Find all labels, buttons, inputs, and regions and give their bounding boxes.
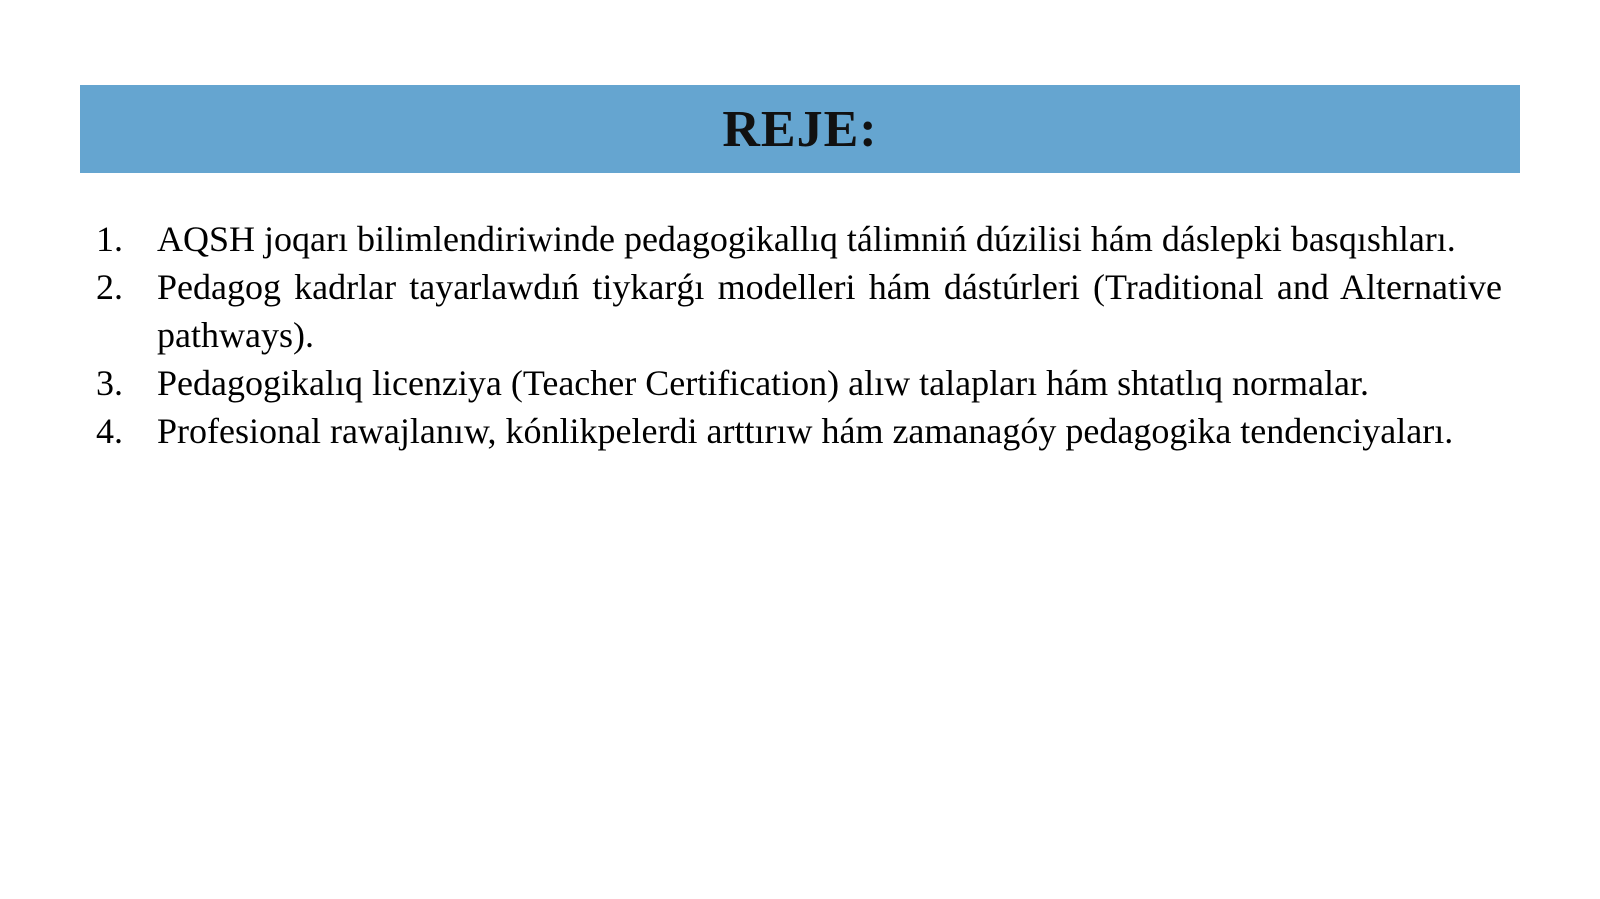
list-item (96, 215, 1502, 263)
plan-list (96, 215, 1502, 455)
list-item-text: Profesional rawajlanıw, kónlikpelerdi arttırıw hám zamanagóy pedagogika tendenciyaları. (157, 411, 1454, 451)
title-bar (80, 85, 1520, 173)
list-item-number: 3. (96, 363, 123, 403)
slide-title: REJE: (722, 100, 878, 158)
list-item-text: AQSH joqarı bilimlendiriwinde pedagogikallıq tálimniń dúzilisi hám dáslepki basqıshları. (157, 219, 1456, 259)
list-item-text: Pedagog kadrlar tayarlawdıń tiykarǵı modelleri hám dástúrleri (Traditional and Alternative pathways). (157, 267, 1502, 355)
list-item-number: 1. (96, 219, 123, 259)
list-item-text: Pedagogikalıq licenziya (Teacher Certification) alıw talapları hám shtatlıq normalar. (157, 363, 1370, 403)
list-item (96, 407, 1502, 455)
list-item-number: 4. (96, 411, 123, 451)
list-item (96, 263, 1502, 359)
list-item (96, 359, 1502, 407)
list-item-number: 2. (96, 267, 123, 307)
